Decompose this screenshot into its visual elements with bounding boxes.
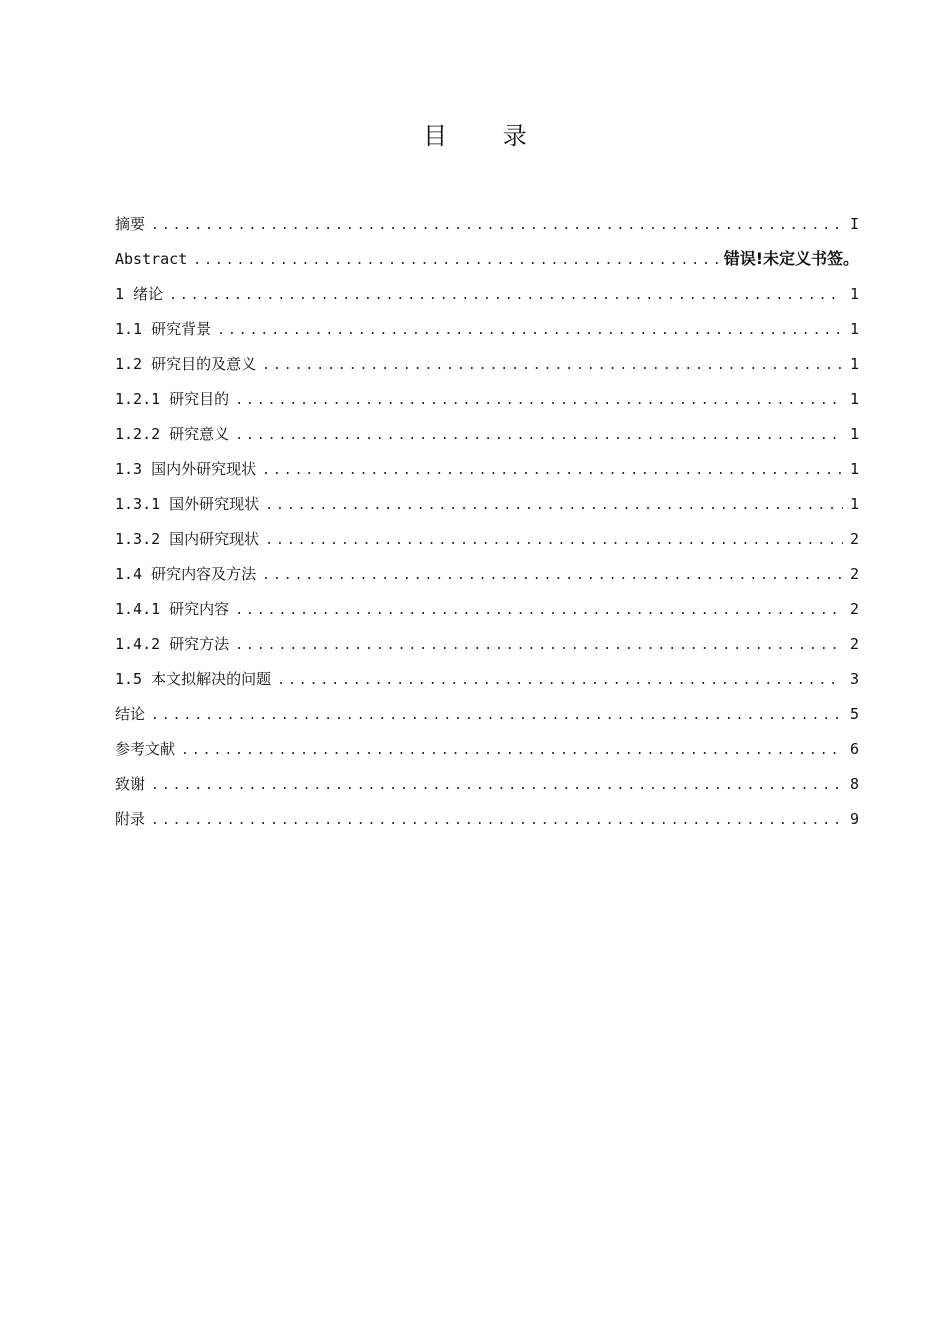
toc-entry-page: 1	[849, 495, 859, 513]
toc-entry-page: 1	[849, 285, 859, 303]
toc-entry-label: 1.1 研究背景	[115, 320, 212, 338]
dot-leader	[262, 560, 843, 592]
toc-entry-1-3-2[interactable]	[115, 523, 859, 558]
toc-entry-label: 1 绪论	[115, 285, 164, 303]
dot-leader	[265, 525, 843, 557]
toc-entry-1-3[interactable]	[115, 453, 859, 488]
toc-entry-page: 1	[849, 460, 859, 478]
toc-entry-label: 1.5 本文拟解决的问题	[115, 670, 272, 688]
toc-entry-page: 5	[849, 705, 859, 723]
dot-leader	[265, 490, 843, 522]
toc-entry-acknowledgements[interactable]	[115, 768, 859, 803]
toc-entry-label: 1.3 国内外研究现状	[115, 460, 257, 478]
toc-entry-page: 2	[849, 600, 859, 618]
toc-entry-label: 1.2.2 研究意义	[115, 425, 230, 443]
toc-entry-references[interactable]	[115, 733, 859, 768]
toc-entry-page: 2	[849, 635, 859, 653]
toc-entry-page: 6	[849, 740, 859, 758]
dot-leader	[262, 350, 843, 382]
dot-leader	[235, 595, 843, 627]
dot-leader	[151, 700, 843, 732]
toc-entry-page: 8	[849, 775, 859, 793]
toc-entry-page: 1	[849, 390, 859, 408]
toc-entry-page: 1	[849, 425, 859, 443]
dot-leader	[151, 210, 843, 242]
toc-entry-page: 9	[849, 810, 859, 828]
toc-entry-label: 结论	[115, 705, 146, 723]
toc-entry-error-text: 错误!未定义书签。	[723, 249, 859, 268]
dot-leader	[181, 735, 843, 767]
toc-entry-label: 1.4.1 研究内容	[115, 600, 230, 618]
toc-entry-page: 2	[849, 565, 859, 583]
dot-leader	[151, 770, 843, 802]
dot-leader	[262, 455, 843, 487]
dot-leader	[169, 280, 843, 312]
toc-entry-page: 1	[849, 320, 859, 338]
dot-leader	[235, 385, 843, 417]
toc-entry-1-5[interactable]	[115, 663, 859, 698]
toc-entry-1-4-1[interactable]	[115, 593, 859, 628]
toc-entry-page: 3	[849, 670, 859, 688]
dot-leader	[235, 420, 843, 452]
toc-entry-appendix[interactable]	[115, 803, 859, 838]
page-title: 目 录	[423, 122, 551, 150]
toc-entry-abstract-en[interactable]	[115, 243, 859, 278]
toc-entry-conclusion[interactable]	[115, 698, 859, 733]
dot-leader	[193, 245, 717, 277]
toc-entry-chapter-1[interactable]	[115, 278, 859, 313]
toc-entry-label: 1.3.1 国外研究现状	[115, 495, 260, 513]
table-of-contents	[115, 208, 859, 838]
toc-entry-abstract-cn[interactable]	[115, 208, 859, 243]
toc-entry-page: I	[849, 215, 859, 233]
toc-entry-label: 摘要	[115, 215, 146, 233]
toc-entry-label: 1.2.1 研究目的	[115, 390, 230, 408]
toc-entry-label: 1.4.2 研究方法	[115, 635, 230, 653]
dot-leader	[217, 315, 843, 347]
dot-leader	[151, 805, 843, 837]
toc-entry-label: 1.2 研究目的及意义	[115, 355, 257, 373]
toc-entry-1-3-1[interactable]	[115, 488, 859, 523]
toc-entry-1-1[interactable]	[115, 313, 859, 348]
toc-entry-label: 参考文献	[115, 740, 176, 758]
toc-entry-page: 1	[849, 355, 859, 373]
toc-entry-1-4[interactable]	[115, 558, 859, 593]
toc-entry-1-2[interactable]	[115, 348, 859, 383]
toc-entry-label: 1.4 研究内容及方法	[115, 565, 257, 583]
dot-leader	[235, 630, 843, 662]
toc-entry-1-2-2[interactable]	[115, 418, 859, 453]
toc-entry-label: 致谢	[115, 775, 146, 793]
toc-entry-1-4-2[interactable]	[115, 628, 859, 663]
dot-leader	[277, 665, 843, 697]
toc-entry-label: 1.3.2 国内研究现状	[115, 530, 260, 548]
toc-entry-page: 2	[849, 530, 859, 548]
toc-entry-label: 附录	[115, 810, 146, 828]
toc-entry-1-2-1[interactable]	[115, 383, 859, 418]
toc-entry-label: Abstract	[115, 250, 188, 268]
